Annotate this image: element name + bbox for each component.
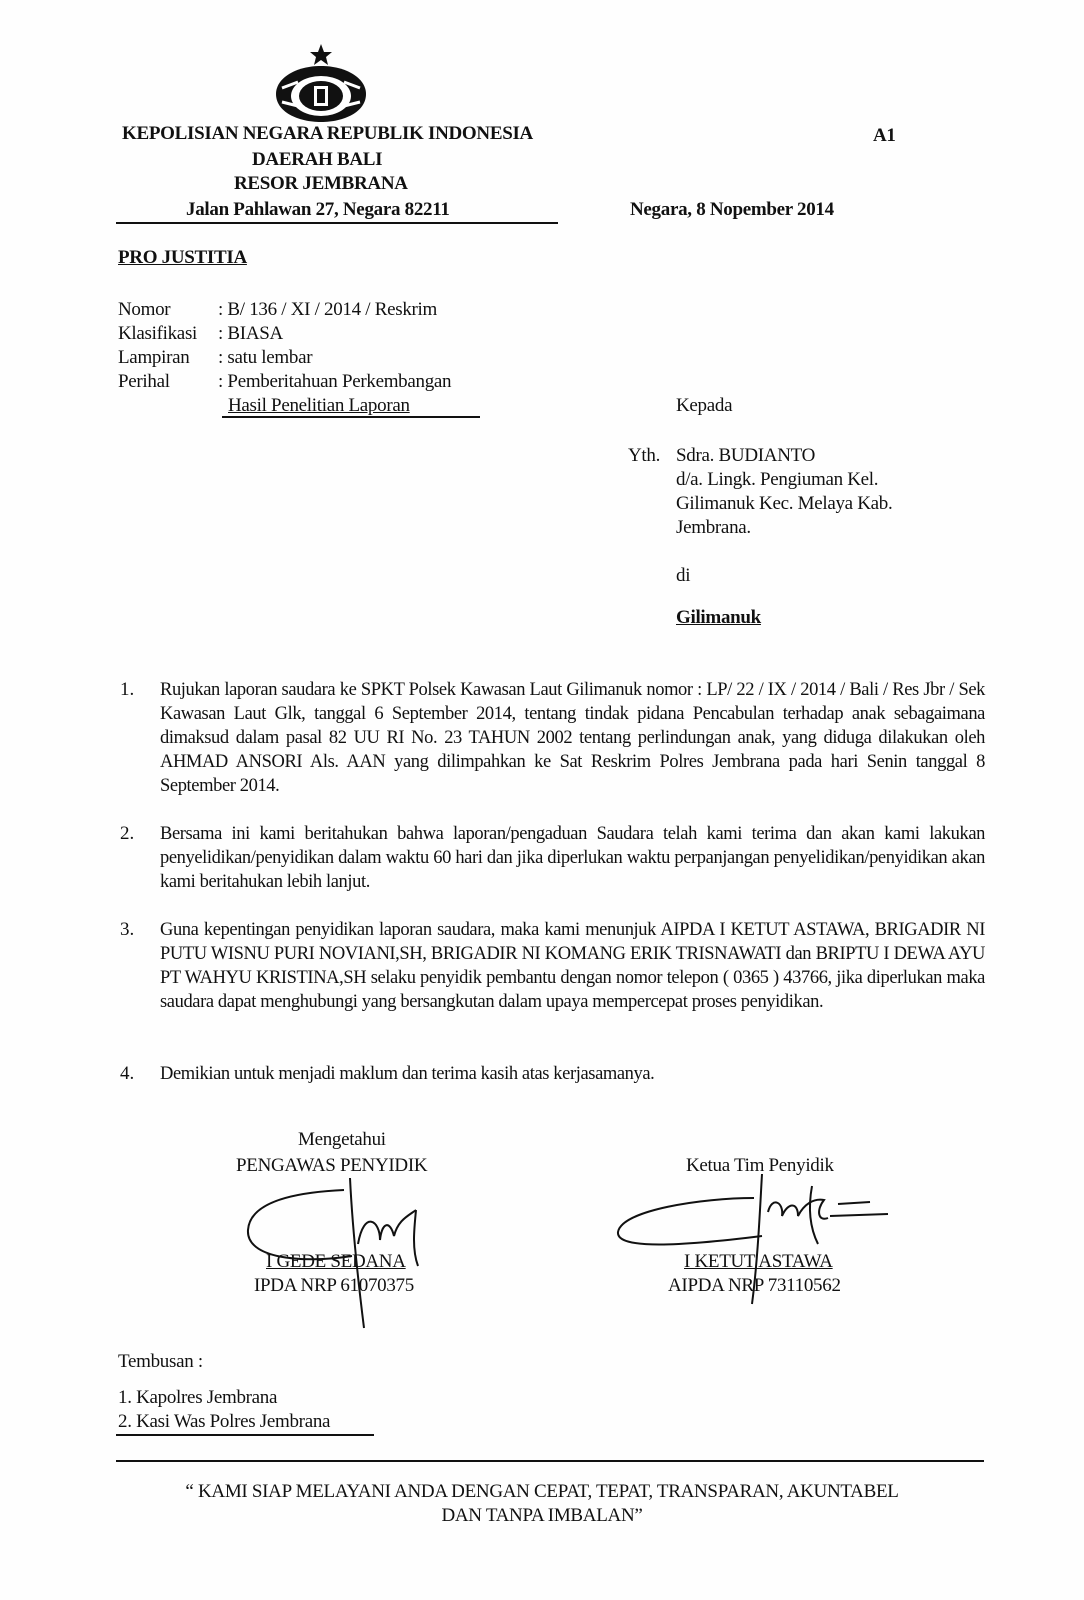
klasifikasi-row [118,322,283,346]
point-3-text: Guna kepentingan penyidikan laporan saudara, maka kami menunjuk AIPDA I KETUT ASTAWA, BRIGADIR NI PUTU WISNU PURI NOVIANI,SH, BRIGADIR NI KOMANG ERIK TRISNAWATI dan BRIPTU I DEWA AYU PT WAHYU KRISTINA,SH selaku penyidik pembantu dengan nomor telepon ( 0365 ) 43766, jika diperlukan maka saudara dapat menghubungi yang bersangkutan dalam upaya mempercepat proses penyidikan. [160,920,985,1012]
letter-date: Negara, 8 Nopember 2014 [630,199,834,220]
point-2-number: 2. [120,823,135,844]
kepada-label: Kepada [676,395,733,416]
nomor-value: : B/ 136 / XI / 2014 / Reskrim [218,299,438,320]
di-label: di [676,565,691,586]
recipient-address-2: Gilimanuk Kec. Melaya Kab. [676,493,893,514]
mengetahui-label: Mengetahui [298,1129,386,1150]
tembusan-label: Tembusan : [118,1351,203,1372]
org-name: KEPOLISIAN NEGARA REPUBLIK INDONESIA [122,123,533,144]
point-1-number: 1. [120,679,135,700]
point-4-number: 4. [120,1063,135,1084]
recipient-place: Gilimanuk [676,607,761,628]
tembusan-item: 2. Kasi Was Polres Jembrana [118,1411,331,1432]
police-emblem-icon [268,42,374,124]
nomor-label: Nomor [118,299,171,320]
point-3-number: 3. [120,919,135,940]
pro-justitia: PRO JUSTITIA [118,247,247,268]
ketua-tim-title: Ketua Tim Penyidik [686,1155,834,1176]
tembusan-underline [116,1434,374,1436]
resor-name: RESOR JEMBRANA [234,173,408,194]
left-signer-name: I GEDE SEDANA [266,1251,406,1272]
yth-label: Yth. [628,445,661,466]
tembusan-item: 1. Kapolres Jembrana [118,1387,278,1408]
lampiran-label: Lampiran [118,347,190,368]
footer-divider [116,1460,984,1462]
left-signer-rank: IPDA NRP 61070375 [254,1275,414,1296]
recipient-address-3: Jembrana. [676,517,751,538]
office-address: Jalan Pahlawan 27, Negara 82211 [186,199,450,220]
perihal-row [118,370,451,394]
right-signer-name: I KETUT ASTAWA [684,1251,833,1272]
perihal-label: Perihal [118,371,170,392]
klasifikasi-label: Klasifikasi [118,323,198,344]
pengawas-title: PENGAWAS PENYIDIK [236,1155,428,1176]
document-code: A1 [873,125,896,146]
point-1-text: Rujukan laporan saudara ke SPKT Polsek Kawasan Laut Gilimanuk nomor : LP/ 22 / IX / 2014 / Bali / Res Jbr / Sek Kawasan Laut Glk, tanggal 6 September 2014, tentang tindak pidana Pencabulan terhadap anak sebagaimana dimaksud dalam pasal 82 UU RI No. 23 TAHUN 2002 tentang perlindungan anak, yang diduga dilakukan oleh AHMAD ANSORI Als. AAN yang dilimpahkan ke Sat Reskrim Polres Jembrana pada hari Senin tanggal 8 September 2014. [160,680,985,796]
header-divider [116,222,558,224]
perihal-value: : Pemberitahuan Perkembangan [218,371,452,392]
recipient-name: Sdra. BUDIANTO [676,445,815,466]
point-2-text: Bersama ini kami beritahukan bahwa laporan/pengaduan Saudara telah kami terima dan akan kami lakukan penyelidikan/penyidikan dalam waktu 60 hari dan jika diperlukan waktu perpanjangan penyelidikan/penyidikan akan kami beritahukan lebih lanjut. [160,824,985,892]
recipient-address-1: d/a. Lingk. Pengiuman Kel. [676,469,879,490]
right-signer-rank: AIPDA NRP 73110562 [668,1275,841,1296]
region-name: DAERAH BALI [252,149,383,170]
lampiran-row [118,346,312,370]
perihal-value-2: Hasil Penelitian Laporan [228,395,410,416]
motto-line-2: DAN TANPA IMBALAN” [441,1505,643,1526]
perihal-underline [222,416,480,418]
point-4-text: Demikian untuk menjadi maklum dan terima kasih atas kerjasamanya. [160,1064,655,1084]
lampiran-value: : satu lembar [218,347,313,368]
nomor-row [118,298,437,322]
motto-line-1: “ KAMI SIAP MELAYANI ANDA DENGAN CEPAT, TEPAT, TRANSPARAN, AKUNTABEL [185,1481,899,1502]
klasifikasi-value: : BIASA [218,323,283,344]
